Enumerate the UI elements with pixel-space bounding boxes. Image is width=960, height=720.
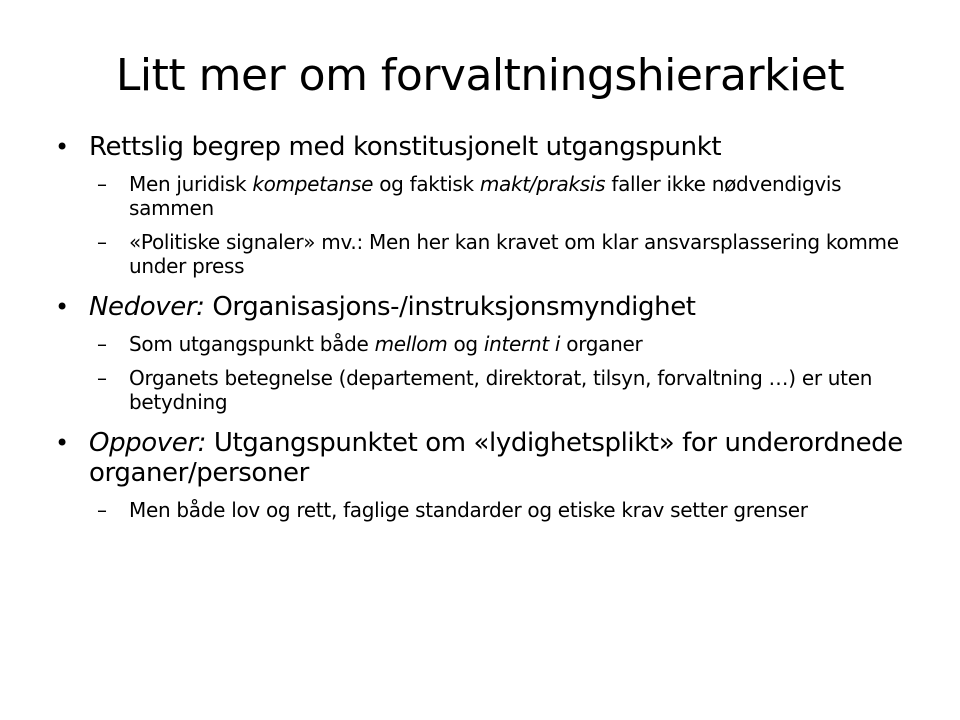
bullet-text [89,292,696,322]
bullet-text-segment: Rettslig begrep med konstitusjonelt utgangspunkt [89,132,722,162]
bullet-text-segment: Utgangspunktet om «lydighetsplikt» for underordnede organer/personer [89,428,903,488]
sub-bullet-marker: – [97,230,107,254]
sub-bullet-text [129,332,642,356]
sub-bullet-item [55,172,915,220]
bullet-list [55,128,915,522]
sub-bullet-text-segment: internt i [483,332,561,356]
bullet-text-segment: Nedover: [89,292,205,322]
bullet-item [55,132,915,162]
sub-bullet-text-segment: Organets betegnelse (departement, direktorat, tilsyn, forvaltning …) er uten betydning [129,366,873,414]
slide-title: Litt mer om forvaltningshierarkiet [115,50,845,101]
sub-bullet-marker: – [97,172,107,196]
sub-bullet-text-segment: mellom [374,332,448,356]
bullet-text-segment: Organisasjons-/instruksjonsmyndighet [204,292,696,322]
sub-bullet-marker: – [97,498,107,522]
sub-bullet-item [55,332,915,356]
bullet-text [89,428,903,488]
bullet-marker: • [55,133,69,161]
bullet-item [55,428,915,488]
sub-bullet-text-segment: kompetanse [252,172,374,196]
sub-bullet-text [129,172,841,220]
sub-bullet-item [55,230,915,278]
sub-bullet-text [129,230,899,278]
sub-bullet-marker: – [97,332,107,356]
sub-bullet-text-segment: organer [560,332,643,356]
bullet-text [89,132,721,162]
bullet-marker: • [55,293,69,321]
sub-bullet-text-segment: og faktisk [373,172,480,196]
sub-bullet-text [129,498,808,522]
bullet-text-segment: Oppover: [89,428,207,458]
sub-bullet-marker: – [97,366,107,390]
sub-bullet-text [129,366,872,414]
bullet-item [55,292,915,322]
sub-bullet-text-segment: Men juridisk [129,172,253,196]
sub-bullet-text-segment: «Politiske signaler» mv.: Men her kan kravet om klar ansvarsplassering komme under press [129,230,899,278]
bullet-marker: • [55,429,69,457]
sub-bullet-text-segment: makt/praksis [479,172,606,196]
sub-bullet-text-segment: Men både lov og rett, faglige standarder og etiske krav setter grenser [129,498,808,522]
sub-bullet-text-segment: Som utgangspunkt både [129,332,375,356]
sub-bullet-item [55,366,915,414]
sub-bullet-text-segment: og [447,332,484,356]
sub-bullet-text-segment: faller ikke nødvendigvis sammen [129,172,842,220]
sub-bullet-item [55,498,915,522]
